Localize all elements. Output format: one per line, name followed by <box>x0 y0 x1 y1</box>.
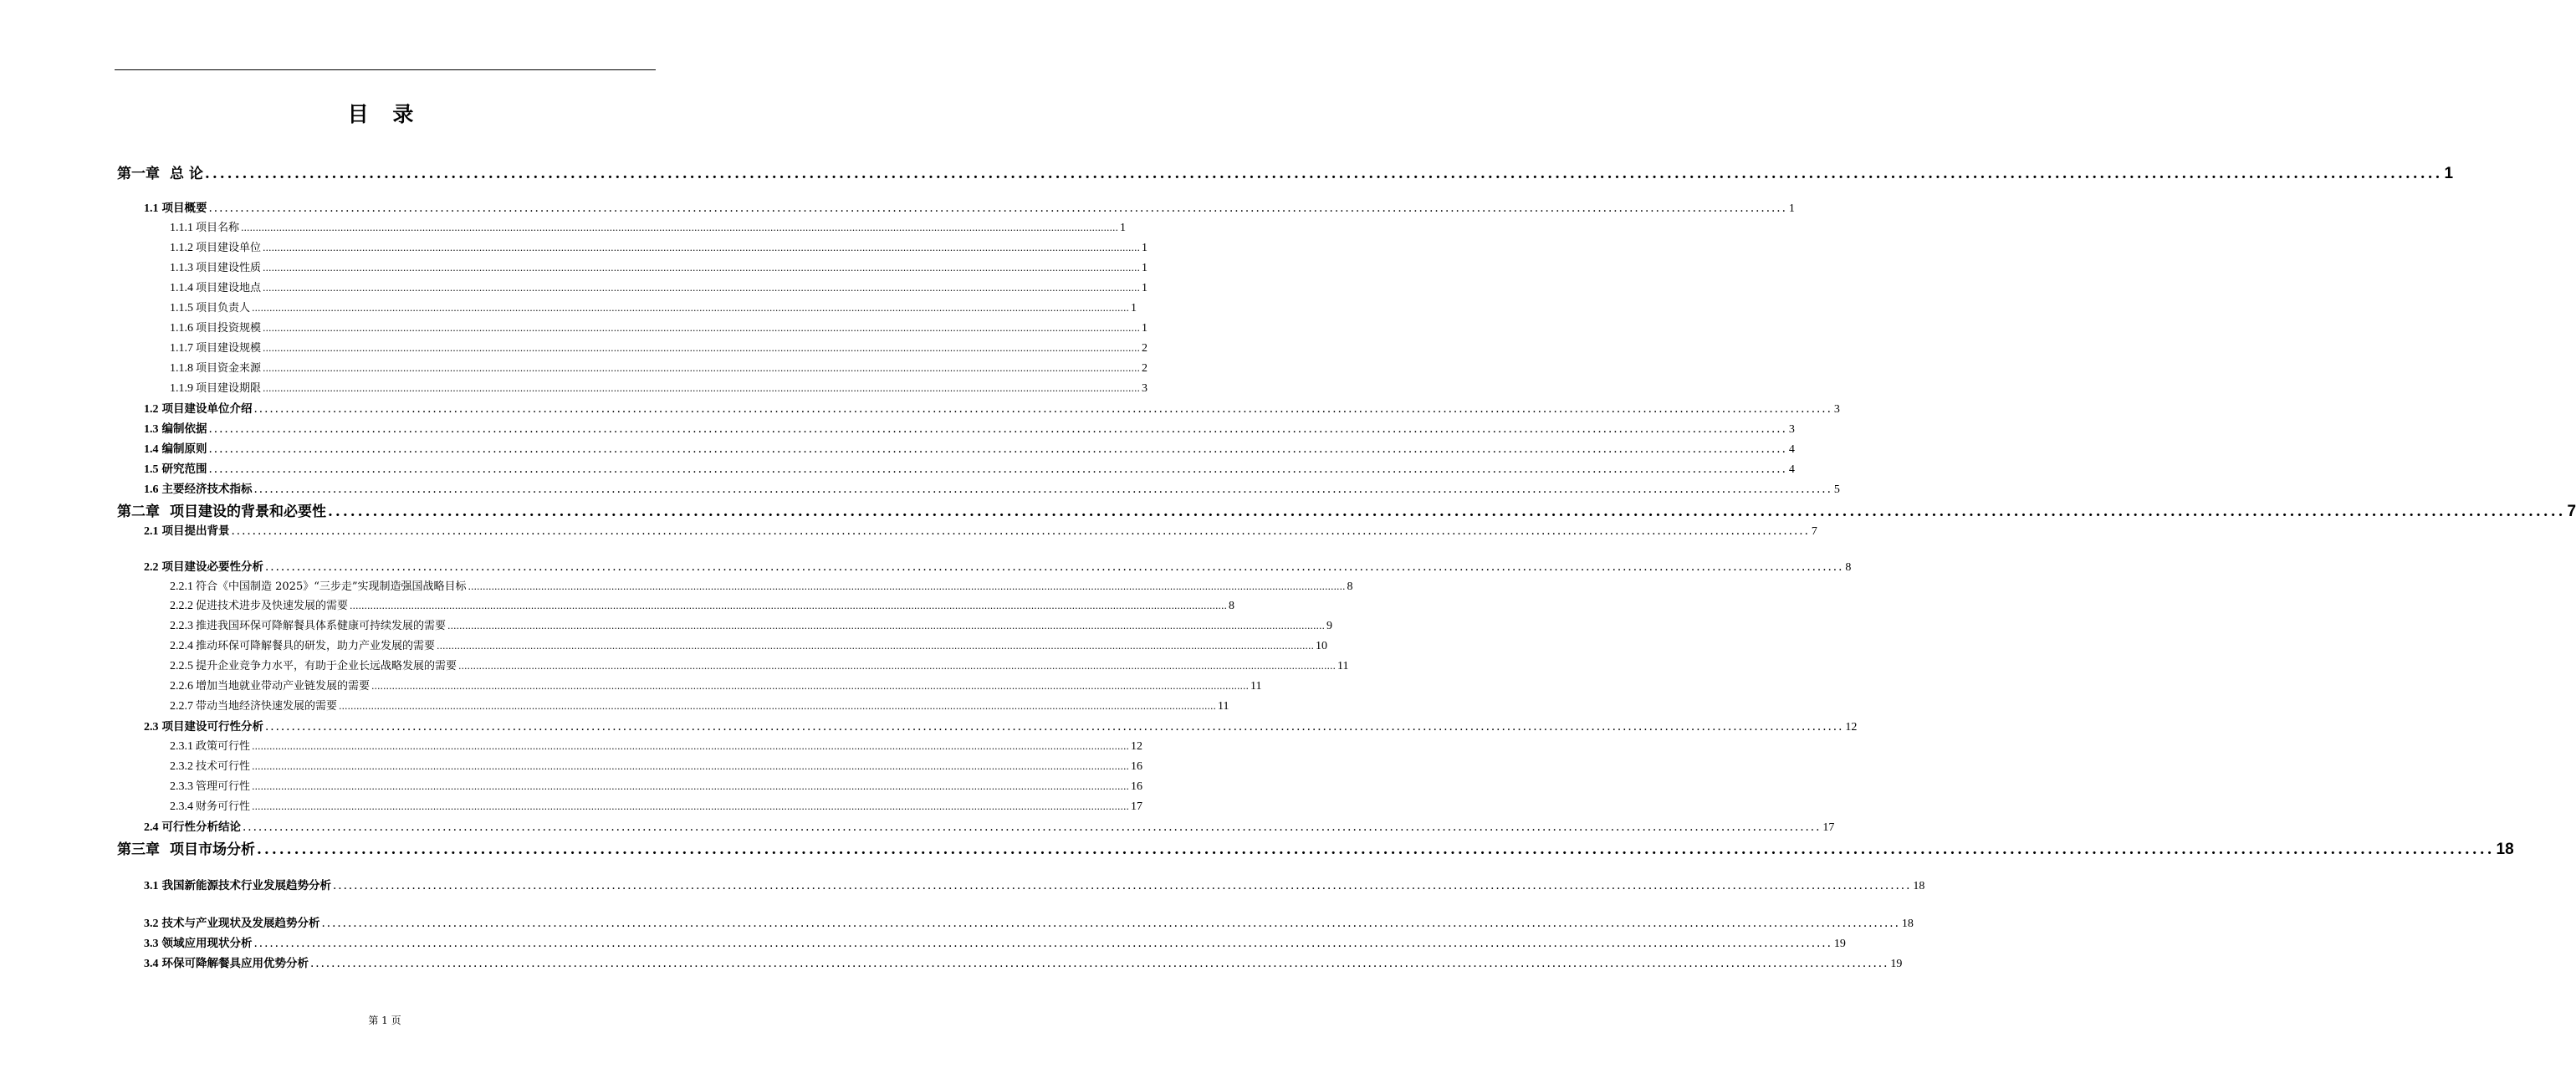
toc-page-number: 11 <box>1250 680 1262 693</box>
toc-page-number: 8 <box>1229 600 1234 612</box>
toc-page-number: 1 <box>1142 282 1147 294</box>
toc-entry-title: 研究范围 <box>161 463 207 476</box>
toc-entry-title: 编制依据 <box>161 422 207 436</box>
toc-entry-title: 主要经济技术指标 <box>161 483 253 496</box>
toc-entry-level-3[interactable] <box>170 677 1262 694</box>
toc-entry-number: 1.1 <box>144 202 159 215</box>
toc-entry-number: 2.2.5 <box>170 660 193 672</box>
toc-entry-title: 项目建设的背景和必要性 <box>170 504 326 520</box>
toc-page-number: 12 <box>1131 740 1142 753</box>
toc-dot-leader: ............................................................................................................................................................................................................................................................................................................ <box>252 801 1129 812</box>
toc-entry-level-3[interactable] <box>170 637 1327 654</box>
toc-entry-number: 1.1.4 <box>170 282 193 294</box>
toc-entry-title: 可行性分析结论 <box>161 821 241 834</box>
toc-dot-leader: ............................................................................................................................................................................................................................................................................................................ <box>252 303 1129 314</box>
toc-entry-title: 增加当地就业带动产业链发展的需要 <box>196 680 371 693</box>
toc-entry-number: 2.4 <box>144 821 159 834</box>
toc-entry-number: 2.2.6 <box>170 680 193 693</box>
toc-entry-level-2[interactable] <box>144 817 1835 835</box>
toc-entry-number: 1.4 <box>144 443 159 456</box>
toc-entry-level-3[interactable] <box>170 339 1147 356</box>
toc-page-number: 16 <box>1131 780 1142 793</box>
toc-entry-level-2[interactable] <box>144 479 1840 497</box>
toc-dot-leader: ............................................................................................................................................................................................................................................................................................................ <box>252 761 1129 772</box>
toc-entry-level-3[interactable] <box>170 577 1353 595</box>
toc-entry-level-3[interactable] <box>170 279 1147 296</box>
toc-entry-number: 3.3 <box>144 938 159 950</box>
toc-entry-number: 2.2.4 <box>170 640 193 652</box>
toc-entry-level-2[interactable] <box>144 399 1840 417</box>
toc-entry-title: 环保可降解餐具应用优势分析 <box>161 957 309 970</box>
toc-dot-leader: ............................................................................................................................................................................................................................................................................................................ <box>468 581 1346 592</box>
toc-entry-title: 项目建设期限 <box>196 382 262 395</box>
toc-dot-leader: ............................................................................................................................................................................................................................................................................................................ <box>208 422 1787 436</box>
toc-entry-number: 1.1.8 <box>170 362 193 375</box>
toc-entry-level-3[interactable] <box>170 218 1126 236</box>
toc-page-number: 1 <box>1131 302 1137 314</box>
toc-entry-level-2[interactable] <box>144 439 1795 457</box>
toc-entry-level-3[interactable] <box>170 299 1137 316</box>
toc-dot-leader: ............................................................................................................................................................................................................................................................................................................ <box>350 601 1227 611</box>
toc-page-number: 9 <box>1326 620 1332 632</box>
toc-dot-leader: ............................................................................................................................................................................................................................................................................................................ <box>252 781 1129 792</box>
toc-entry-number: 2.3.4 <box>170 800 193 813</box>
toc-entry-level-2[interactable] <box>144 954 1903 971</box>
toc-entry-level-3[interactable] <box>170 737 1142 754</box>
toc-entry-level-3[interactable] <box>170 258 1147 276</box>
toc-page-number: 12 <box>1845 721 1858 734</box>
toc-dot-leader: ............................................................................................................................................................................................................................................................................................................ <box>263 383 1140 394</box>
toc-page-number: 18 <box>1901 918 1914 930</box>
toc-entry-level-3[interactable] <box>170 238 1147 256</box>
toc-page-number: 3 <box>1833 403 1840 416</box>
toc-entry-title: 项目建设可行性分析 <box>161 720 263 734</box>
toc-entry-title: 项目资金来源 <box>196 362 262 375</box>
toc-page-number: 8 <box>1347 580 1353 593</box>
toc-page-number: 11 <box>1337 660 1349 672</box>
toc-entry-title: 项目建设单位介绍 <box>161 402 253 416</box>
toc-page-number: 17 <box>1131 800 1142 813</box>
toc-entry-number: 2.2.2 <box>170 600 193 612</box>
toc-entry-title: 编制原则 <box>161 442 207 456</box>
toc-dot-leader: ............................................................................................................................................................................................................................................................................................................ <box>328 504 2566 520</box>
toc-entry-level-3[interactable] <box>170 757 1142 775</box>
toc-entry-level-2[interactable] <box>144 933 1846 951</box>
toc-dot-leader: ............................................................................................................................................................................................................................................................................................................ <box>265 560 1844 574</box>
toc-entry-level-2[interactable] <box>144 521 1817 539</box>
toc-dot-leader: ............................................................................................................................................................................................................................................................................................................ <box>253 402 1832 416</box>
toc-page-number: 3 <box>1142 382 1147 395</box>
toc-entry-title: 符合《中国制造 2025》“三步走”实现制造强国战略目标 <box>196 580 467 593</box>
toc-page-number: 8 <box>1845 561 1852 574</box>
toc-entry-title: 推动环保可降解餐具的研发，助力产业发展的需要 <box>196 640 436 652</box>
toc-page-number: 7 <box>2567 503 2576 520</box>
toc-page-number: 1 <box>1142 262 1147 274</box>
toc-page-number: 2 <box>1142 362 1147 375</box>
toc-entry-level-3[interactable] <box>170 596 1234 614</box>
toc-entry-title: 总 论 <box>170 166 203 182</box>
toc-entry-number: 2.3.1 <box>170 740 193 753</box>
toc-entry-title: 项目市场分析 <box>170 841 255 858</box>
toc-entry-level-3[interactable] <box>170 777 1142 795</box>
toc-entry-title: 财务可行性 <box>196 800 251 813</box>
toc-entry-level-2[interactable] <box>144 717 1858 734</box>
toc-page-number: 4 <box>1788 463 1795 476</box>
toc-entry-number: 1.1.6 <box>170 322 193 335</box>
toc-entry-title: 项目投资规模 <box>196 322 262 335</box>
toc-entry-number: 1.1.9 <box>170 382 193 395</box>
toc-entry-title: 技术可行性 <box>196 760 251 773</box>
toc-dot-leader: ............................................................................................................................................................................................................................................................................................................ <box>447 621 1325 631</box>
toc-page-number: 1 <box>1788 202 1795 215</box>
toc-entry-level-1[interactable] <box>117 161 2454 183</box>
toc-entry-number: 2.2.7 <box>170 700 193 713</box>
toc-dot-leader: ............................................................................................................................................................................................................................................................................................................ <box>265 720 1844 734</box>
toc-entry-title: 项目建设单位 <box>196 242 262 254</box>
toc-entry-title: 技术与产业现状及发展趋势分析 <box>161 917 320 930</box>
toc-entry-level-3[interactable] <box>170 697 1229 714</box>
toc-entry-title: 项目提出背景 <box>161 524 230 538</box>
toc-entry-number: 1.5 <box>144 463 159 476</box>
toc-entry-number: 2.2.3 <box>170 620 193 632</box>
toc-entry-title: 推进我国环保可降解餐具体系健康可持续发展的需要 <box>196 620 447 632</box>
toc-page-number: 10 <box>1316 640 1327 652</box>
toc-dot-leader: ............................................................................................................................................................................................................................................................................................................ <box>333 879 1912 892</box>
toc-entry-number: 2.2.1 <box>170 580 193 593</box>
toc-entry-level-2[interactable] <box>144 198 1795 216</box>
toc-dot-leader: ............................................................................................................................................................................................................................................................................................................ <box>263 263 1140 274</box>
toc-page-number: 4 <box>1788 443 1795 456</box>
toc-page-number: 11 <box>1218 700 1229 713</box>
toc-entry-level-2[interactable] <box>144 557 1852 575</box>
toc-entry-number: 2.3 <box>144 721 159 734</box>
toc-entry-level-1[interactable] <box>117 499 2576 521</box>
toc-page-number: 17 <box>1822 821 1835 834</box>
toc-entry-number: 3.1 <box>144 880 159 892</box>
toc-page-number: 1 <box>1142 322 1147 335</box>
toc-dot-leader: ............................................................................................................................................................................................................................................................................................................ <box>321 917 1900 930</box>
toc-dot-leader: ............................................................................................................................................................................................................................................................................................................ <box>253 937 1832 950</box>
toc-entry-level-3[interactable] <box>170 657 1349 674</box>
toc-entry-number: 1.2 <box>144 403 159 416</box>
toc-page-number: 16 <box>1131 760 1142 773</box>
toc-entry-number: 1.1.1 <box>170 222 193 234</box>
toc-entry-title: 促进技术进步及快速发展的需要 <box>196 600 349 612</box>
toc-dot-leader: ............................................................................................................................................................................................................................................................................................................ <box>339 701 1216 712</box>
toc-entry-number: 第一章 <box>117 166 160 182</box>
toc-entry-level-3[interactable] <box>170 797 1142 815</box>
toc-entry-number: 1.3 <box>144 423 159 436</box>
toc-page-number: 1 <box>1120 222 1126 234</box>
toc-page-number: 18 <box>1913 880 1925 892</box>
toc-entry-level-3[interactable] <box>170 359 1147 376</box>
toc-dot-leader: ............................................................................................................................................................................................................................................................................................................ <box>243 821 1822 834</box>
toc-entry-level-1[interactable] <box>117 837 2514 859</box>
toc-entry-number: 2.2 <box>144 561 159 574</box>
toc-dot-leader: ............................................................................................................................................................................................................................................................................................................ <box>263 343 1140 354</box>
toc-dot-leader: ............................................................................................................................................................................................................................................................................................................ <box>208 442 1787 456</box>
toc-dot-leader: ............................................................................................................................................................................................................................................................................................................ <box>208 202 1787 215</box>
toc-dot-leader: ............................................................................................................................................................................................................................................................................................................ <box>263 363 1140 374</box>
toc-entry-number: 第二章 <box>117 504 160 520</box>
toc-entry-title: 我国新能源技术行业发展趋势分析 <box>161 879 331 892</box>
toc-page-number: 19 <box>1890 958 1903 970</box>
toc-dot-leader: ............................................................................................................................................................................................................................................................................................................ <box>263 243 1140 253</box>
toc-page-number: 3 <box>1788 423 1795 436</box>
toc-entry-number: 2.3.3 <box>170 780 193 793</box>
toc-entry-title: 项目负责人 <box>196 302 251 314</box>
toc-entry-level-3[interactable] <box>170 616 1332 634</box>
toc-entry-level-2[interactable] <box>144 913 1914 931</box>
toc-entry-number: 1.6 <box>144 483 159 496</box>
toc-entry-number: 1.1.5 <box>170 302 193 314</box>
toc-dot-leader: ............................................................................................................................................................................................................................................................................................................ <box>371 681 1249 692</box>
toc-entry-title: 领域应用现状分析 <box>161 937 253 950</box>
toc-entry-level-3[interactable] <box>170 319 1147 336</box>
toc-entry-level-2[interactable] <box>144 459 1795 477</box>
toc-entry-level-2[interactable] <box>144 419 1795 437</box>
toc-entry-title: 项目建设必要性分析 <box>161 560 263 574</box>
toc-entry-number: 3.2 <box>144 918 159 930</box>
toc-entry-title: 项目建设性质 <box>196 262 262 274</box>
toc-entry-title: 项目名称 <box>196 222 240 234</box>
toc-entry-number: 1.1.3 <box>170 262 193 274</box>
toc-entry-title: 政策可行性 <box>196 740 251 753</box>
page-footer: 第 1 页 <box>368 1015 401 1026</box>
toc-entry-level-2[interactable] <box>144 876 1925 893</box>
toc-dot-leader: ............................................................................................................................................................................................................................................................................................................ <box>310 957 1889 970</box>
toc-entry-level-3[interactable] <box>170 379 1147 396</box>
toc-entry-number: 1.1.7 <box>170 342 193 355</box>
toc-dot-leader: ............................................................................................................................................................................................................................................................................................................ <box>231 524 1810 538</box>
toc-entry-title: 项目概要 <box>161 202 207 215</box>
toc-page-number: 19 <box>1833 938 1846 950</box>
toc-entry-title: 带动当地经济快速发展的需要 <box>196 700 338 713</box>
toc-entry-number: 2.1 <box>144 525 159 538</box>
toc-dot-leader: ............................................................................................................................................................................................................................................................................................................ <box>257 841 2495 858</box>
toc-page-number: 1 <box>2444 165 2454 182</box>
toc-page-number: 7 <box>1811 525 1817 538</box>
toc-dot-leader: ............................................................................................................................................................................................................................................................................................................ <box>263 323 1140 334</box>
toc-entry-title: 项目建设规模 <box>196 342 262 355</box>
toc-dot-leader: ............................................................................................................................................................................................................................................................................................................ <box>252 741 1129 752</box>
toc-page-number: 18 <box>2496 841 2514 858</box>
toc-page-number: 5 <box>1833 483 1840 496</box>
toc-dot-leader: ............................................................................................................................................................................................................................................................................................................ <box>241 222 1118 233</box>
toc-entry-number: 第三章 <box>117 841 160 858</box>
toc-entry-number: 1.1.2 <box>170 242 193 254</box>
toc-entry-title: 项目建设地点 <box>196 282 262 294</box>
toc-dot-leader: ............................................................................................................................................................................................................................................................................................................ <box>204 166 2443 182</box>
toc-dot-leader: ............................................................................................................................................................................................................................................................................................................ <box>208 463 1787 476</box>
toc-page-number: 2 <box>1142 342 1147 355</box>
toc-dot-leader: ............................................................................................................................................................................................................................................................................................................ <box>253 483 1832 496</box>
toc-entry-number: 3.4 <box>144 958 159 970</box>
toc-title: 目 录 <box>347 102 422 126</box>
toc-dot-leader: ............................................................................................................................................................................................................................................................................................................ <box>458 661 1336 672</box>
toc-dot-leader: ............................................................................................................................................................................................................................................................................................................ <box>263 283 1140 294</box>
toc-page-number: 1 <box>1142 242 1147 254</box>
toc-entry-number: 2.3.2 <box>170 760 193 773</box>
toc-dot-leader: ............................................................................................................................................................................................................................................................................................................ <box>437 641 1314 652</box>
toc-entry-title: 管理可行性 <box>196 780 251 793</box>
toc-entry-title: 提升企业竞争力水平，有助于企业长远战略发展的需要 <box>196 660 457 672</box>
